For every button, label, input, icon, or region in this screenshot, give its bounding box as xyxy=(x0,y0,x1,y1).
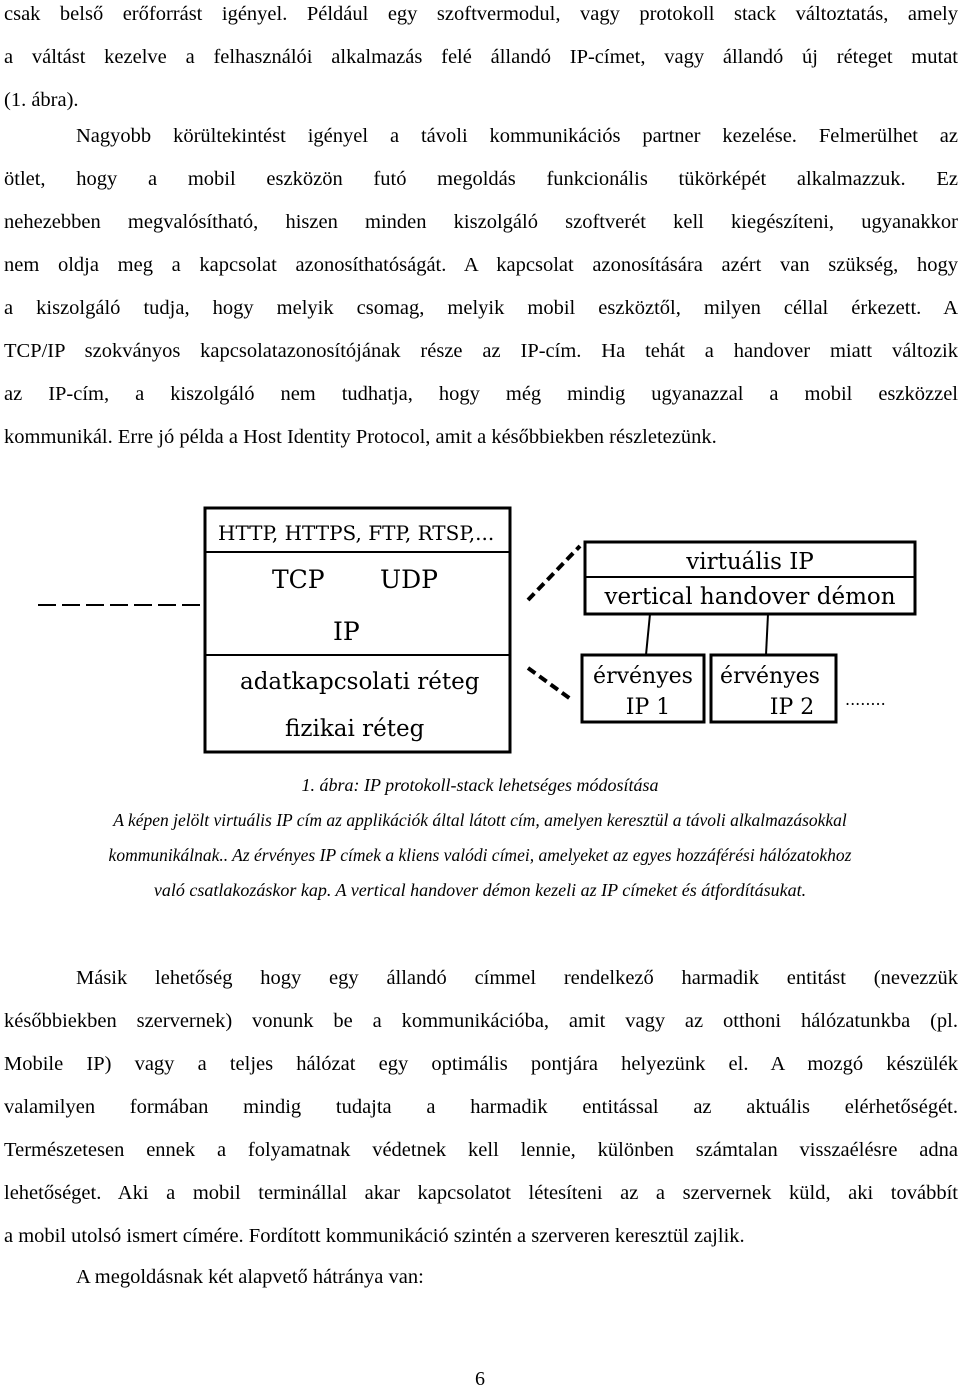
text-line: a mobil utolsó ismert címére. Fordított kommunikáció szintén a szerveren keresztül zajlik. xyxy=(4,1225,745,1247)
label-ip: IP xyxy=(333,617,360,646)
connector xyxy=(766,614,768,655)
text-line: későbbiekben szervernek) vonunk be a kommunikációba, amit vagy az otthoni hálózatunkba (pl. xyxy=(4,1010,958,1032)
dashed-connector-upper xyxy=(528,546,580,600)
text-line: Nagyobb körültekintést igényel a távoli kommunikációs partner kezelése. Felmerülhet az xyxy=(76,125,958,147)
text-line: kommunikál. Erre jó példa a Host Identity Protocol, amit a későbbiekben részletezünk. xyxy=(4,426,717,448)
text-line: TCP/IP szokványos kapcsolatazonosítójának része az IP-cím. Ha tehát a handover miatt változik xyxy=(4,340,958,362)
text-line: Mobile IP) vagy a teljes hálózat egy optimális pontjára helyezünk el. A mozgó készülék xyxy=(4,1053,958,1075)
connector xyxy=(646,614,650,655)
label-protocols: HTTP, HTTPS, FTP, RTSP,... xyxy=(218,521,495,545)
text-line: az IP-cím, a kiszolgáló nem tudhatja, hogy még mindig ugyanazzal a mobil eszközzel xyxy=(4,383,958,405)
text-line: ötlet, hogy a mobil eszközön futó megoldás funkcionális tükörképét alkalmazzuk. Ez xyxy=(4,168,958,190)
figure-caption xyxy=(0,768,960,908)
label-valid-ip2-line2: IP 2 xyxy=(769,695,815,720)
label-ellipsis: ........ xyxy=(845,690,886,709)
text-line: lehetőséget. Aki a mobil terminállal akar kapcsolatot létesíteni az a szervernek küld, aki továbbít xyxy=(4,1182,958,1204)
label-tcp: TCP xyxy=(272,565,325,594)
label-physical: fizikai réteg xyxy=(285,716,425,742)
text-line: Természetesen ennek a folyamatnak védetnek kell lennie, különben számtalan visszaélésre adna xyxy=(4,1139,958,1161)
text-line: A megoldásnak két alapvető hátránya van: xyxy=(76,1266,424,1288)
label-valid-ip1-line2: IP 1 xyxy=(625,695,671,720)
text-line: nehezebben megvalósítható, hiszen minden kiszolgáló szoftverét kell kiegészíteni, ugyanakkor xyxy=(4,211,958,233)
text-line: (1. ábra). xyxy=(4,89,79,111)
label-udp: UDP xyxy=(380,565,438,594)
protocol-stack-diagram xyxy=(0,500,960,760)
text-line: nem oldja meg a kapcsolat azonosíthatóságát. A kapcsolat azonosítására azért van szükség, hogy xyxy=(4,254,958,276)
paragraph-2 xyxy=(4,115,958,459)
caption-line: való csatlakozáskor kap. A vertical handover démon kezeli az IP címeket és átfordításukat. xyxy=(153,880,807,900)
label-datalink: adatkapcsolati réteg xyxy=(240,669,480,695)
caption-title: 1. ábra: IP protokoll-stack lehetséges módosítása xyxy=(301,775,659,795)
text-line: a kiszolgáló tudja, hogy melyik csomag, melyik mobil eszköztől, milyen céllal érkezett. A xyxy=(4,297,958,319)
dashed-connector-lower xyxy=(528,668,572,700)
text-line: valamilyen formában mindig tudajta a harmadik entitással az aktuális elérhetőségét. xyxy=(4,1096,958,1118)
caption-line: A képen jelölt virtuális IP cím az applikációk által látott cím, amelyen keresztül a távoli alkalmazásokkal xyxy=(113,810,847,830)
label-handover-daemon: vertical handover démon xyxy=(604,584,896,610)
text-line: csak belső erőforrást igényel. Például egy szoftvermodul, vagy protokoll stack változtatás, amely xyxy=(4,3,958,25)
label-valid-ip1-line1: érvényes xyxy=(593,664,693,689)
text-line: a váltást kezelve a felhasználói alkalmazás felé állandó IP-címet, vagy állandó új réteget mutat xyxy=(4,46,958,68)
caption-line: kommunikálnak.. Az érvényes IP címek a kliens valódi címei, amelyeket az egyes hozzáférési hálózatokhoz xyxy=(108,845,852,865)
label-valid-ip2-line1: érvényes xyxy=(720,664,820,689)
paragraph-4 xyxy=(4,1256,958,1299)
paragraph-3 xyxy=(4,957,958,1258)
label-virtual-ip: virtuális IP xyxy=(686,549,814,575)
text-line: Másik lehetőség hogy egy állandó címmel rendelkező harmadik entitást (nevezzük xyxy=(76,967,958,989)
page-number: 6 xyxy=(475,1368,485,1390)
paragraph-1 xyxy=(4,0,958,122)
